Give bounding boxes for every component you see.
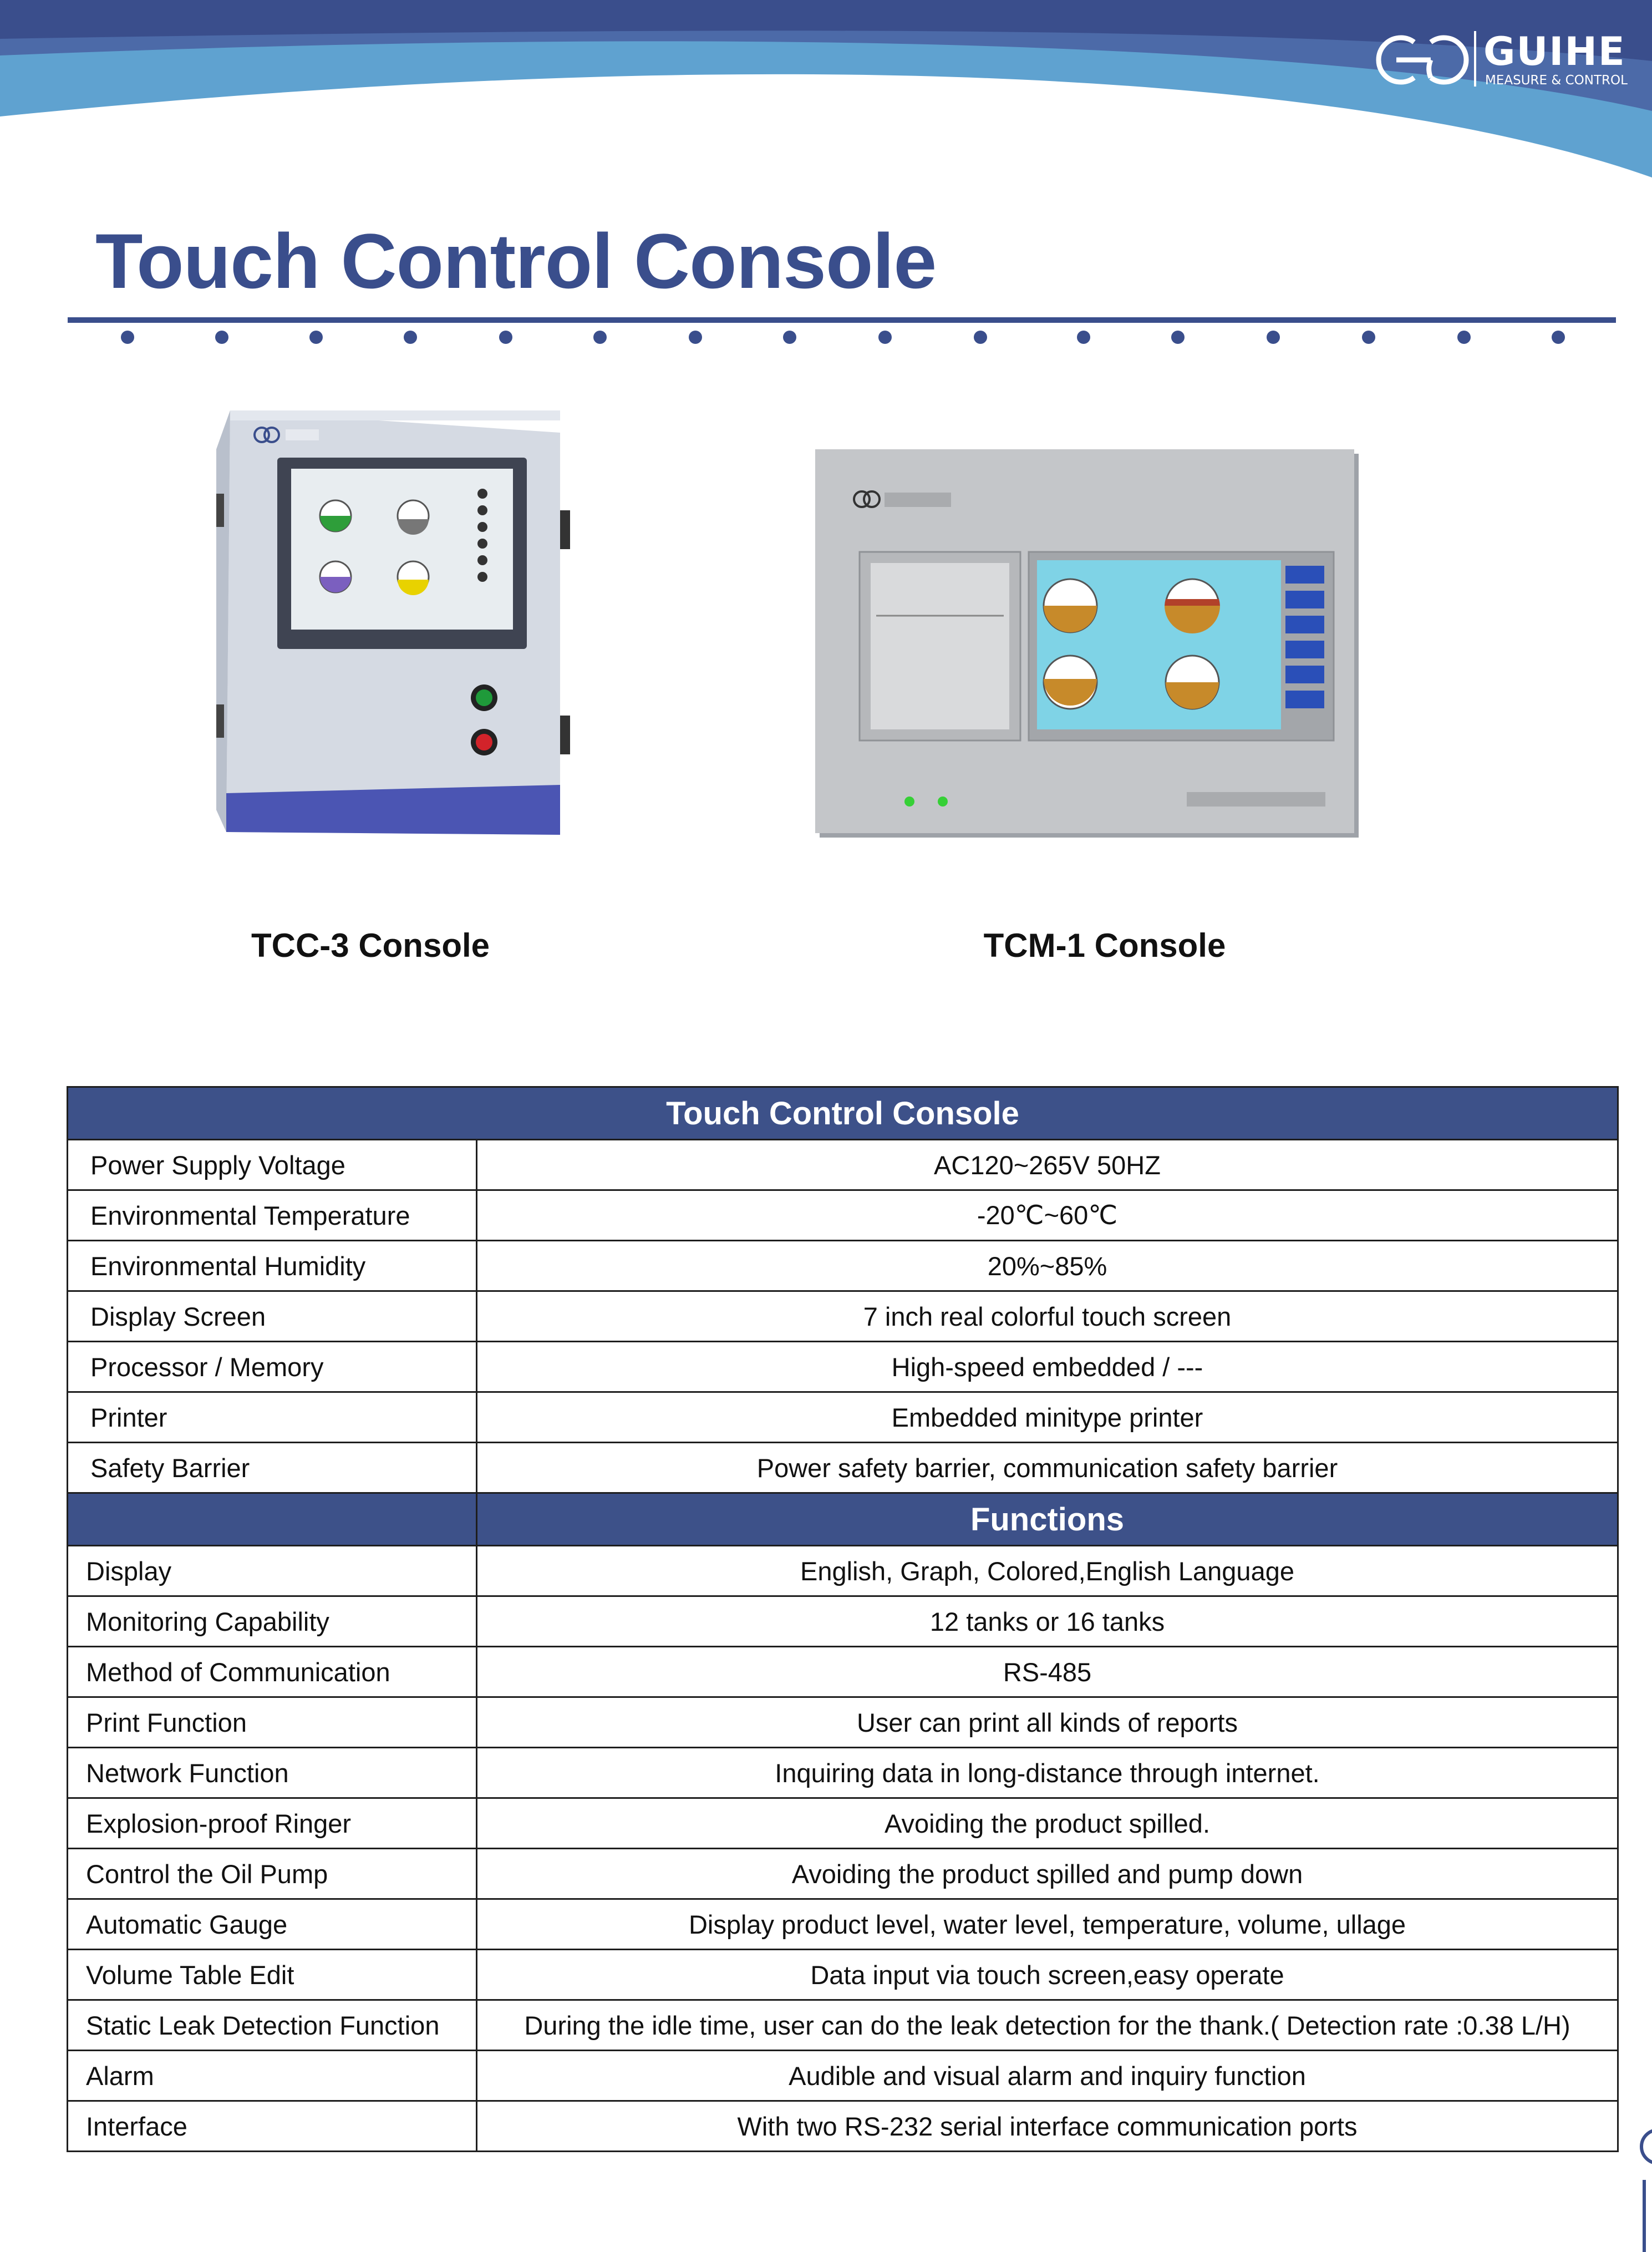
table-row <box>68 1392 1618 1443</box>
function-label: Network Function <box>68 1748 477 1798</box>
spec-table <box>67 1086 1619 2152</box>
table-row <box>68 1190 1618 1241</box>
table-row <box>68 1647 1618 1697</box>
function-value: Avoiding the product spilled and pump down <box>477 1849 1618 1899</box>
spec-rows <box>68 1140 1618 1493</box>
tcc3-caption: TCC-3 Console <box>251 927 490 964</box>
functions-header-blank <box>68 1493 477 1546</box>
function-value: Display product level, water level, temperature, volume, ullage <box>477 1899 1618 1950</box>
table-row <box>68 1443 1618 1493</box>
table-row <box>68 1849 1618 1899</box>
table-row <box>68 1748 1618 1798</box>
functions-header-row <box>68 1493 1618 1546</box>
table-row <box>68 1950 1618 2000</box>
table-row <box>68 2051 1618 2101</box>
functions-header: Functions <box>477 1493 1618 1546</box>
table-row <box>68 2101 1618 2152</box>
table-row <box>68 1546 1618 1596</box>
edge-logo-fragment-icon <box>1630 2119 1652 2252</box>
spec-value: 20%~85% <box>477 1241 1618 1291</box>
function-label: Monitoring Capability <box>68 1596 477 1647</box>
spec-label: Safety Barrier <box>68 1443 477 1493</box>
spec-label: Environmental Humidity <box>68 1241 477 1291</box>
function-value: User can print all kinds of reports <box>477 1697 1618 1748</box>
function-label: Control the Oil Pump <box>68 1849 477 1899</box>
function-value: Audible and visual alarm and inquiry function <box>477 2051 1618 2101</box>
spec-label: Display Screen <box>68 1291 477 1342</box>
function-value: Data input via touch screen,easy operate <box>477 1950 1618 2000</box>
brand-name: GUIHE <box>1483 29 1626 74</box>
table-row <box>68 1899 1618 1950</box>
table-row <box>68 1697 1618 1748</box>
function-label: Volume Table Edit <box>68 1950 477 2000</box>
table-row <box>68 1596 1618 1647</box>
dot-divider <box>0 327 1652 349</box>
function-label: Alarm <box>68 2051 477 2101</box>
function-value: Avoiding the product spilled. <box>477 1798 1618 1849</box>
spec-label: Printer <box>68 1392 477 1443</box>
spec-value: AC120~265V 50HZ <box>477 1140 1618 1190</box>
function-rows <box>68 1546 1618 2152</box>
brand-logo <box>1375 27 1630 93</box>
spec-value: 7 inch real colorful touch screen <box>477 1291 1618 1342</box>
logo-divider <box>1474 31 1476 87</box>
table-row <box>68 1140 1618 1190</box>
spec-label: Environmental Temperature <box>68 1190 477 1241</box>
spec-value: High-speed embedded / --- <box>477 1342 1618 1392</box>
spec-label: Processor / Memory <box>68 1342 477 1392</box>
tcm1-console-image <box>815 449 1364 843</box>
function-label: Display <box>68 1546 477 1596</box>
table-row <box>68 1342 1618 1392</box>
function-value: During the idle time, user can do the leak detection for the thank.( Detection rate :0.38 L/H) <box>477 2000 1618 2051</box>
function-label: Static Leak Detection Function <box>68 2000 477 2051</box>
guihe-logo-icon <box>1375 32 1470 88</box>
function-value: With two RS-232 serial interface communication ports <box>477 2101 1618 2152</box>
function-label: Interface <box>68 2101 477 2152</box>
function-label: Method of Communication <box>68 1647 477 1697</box>
table-row <box>68 2000 1618 2051</box>
spec-value: -20℃~60℃ <box>477 1190 1618 1241</box>
function-value: English, Graph, Colored,English Language <box>477 1546 1618 1596</box>
function-label: Print Function <box>68 1697 477 1748</box>
page-title: Touch Control Console <box>95 217 937 305</box>
function-value: Inquiring data in long-distance through internet. <box>477 1748 1618 1798</box>
table-row <box>68 1291 1618 1342</box>
table-header: Touch Control Console <box>68 1087 1618 1140</box>
table-header-row <box>68 1087 1618 1140</box>
table-row <box>68 1241 1618 1291</box>
title-underline <box>68 317 1616 323</box>
function-value: 12 tanks or 16 tanks <box>477 1596 1618 1647</box>
function-label: Explosion-proof Ringer <box>68 1798 477 1849</box>
function-value: RS-485 <box>477 1647 1618 1697</box>
table-row <box>68 1798 1618 1849</box>
spec-value: Power safety barrier, communication safety barrier <box>477 1443 1618 1493</box>
spec-label: Power Supply Voltage <box>68 1140 477 1190</box>
brand-tagline: MEASURE & CONTROL <box>1485 73 1628 88</box>
function-label: Automatic Gauge <box>68 1899 477 1950</box>
tcc3-console-image <box>216 410 571 843</box>
tcm1-caption: TCM-1 Console <box>983 927 1226 964</box>
spec-value: Embedded minitype printer <box>477 1392 1618 1443</box>
